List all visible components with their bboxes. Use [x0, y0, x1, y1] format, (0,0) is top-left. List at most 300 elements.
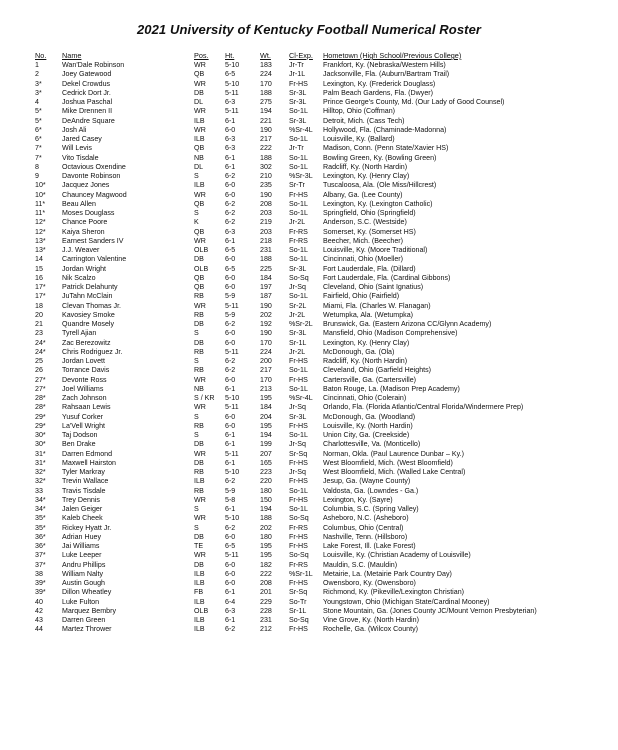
- player-weight: 208: [260, 579, 272, 587]
- player-name: Nik Scalzo: [62, 273, 96, 282]
- player-name: Rahsaan Lewis: [62, 403, 111, 412]
- player-weight: 219: [260, 218, 272, 227]
- player-height: 6-3: [225, 98, 236, 106]
- player-class-exp: So-Sq: [289, 616, 309, 624]
- player-hometown: Fort Lauderdale, Fla. (Cardinal Gibbons): [323, 273, 451, 282]
- player-height: 6-2: [225, 218, 236, 227]
- roster-number: 27*: [35, 375, 46, 384]
- player-weight: 195: [260, 542, 272, 550]
- player-position: DB: [194, 440, 204, 449]
- header-cl-exp: Cl-Exp.: [289, 51, 313, 60]
- player-name: Jared Casey: [62, 135, 102, 143]
- player-hometown: Lexington, Ky. (Sayre): [323, 495, 393, 504]
- player-name: Kavosiey Smoke: [62, 310, 115, 319]
- roster-number: 34*: [35, 495, 46, 504]
- player-position: S / KR: [194, 394, 215, 402]
- player-height: 5-9: [225, 310, 236, 319]
- player-hometown: Asheboro, N.C. (Asheboro): [323, 514, 409, 523]
- player-position: DB: [194, 532, 204, 541]
- player-weight: 222: [260, 144, 272, 153]
- roster-number: 12*: [35, 227, 46, 236]
- player-weight: 229: [260, 597, 272, 606]
- table-row: [0, 61, 618, 70]
- player-hometown: Somerset, Ky. (Somerset HS): [323, 227, 416, 236]
- player-name: Moses Douglass: [62, 209, 115, 217]
- player-name: Earnest Sanders IV: [62, 236, 124, 245]
- roster-number: 12*: [35, 218, 46, 227]
- table-row: [0, 357, 618, 366]
- player-weight: 194: [260, 431, 272, 439]
- table-row: [0, 163, 618, 172]
- roster-number: 35*: [35, 523, 46, 532]
- player-name: Vito Tisdale: [62, 153, 99, 162]
- player-position: S: [194, 329, 199, 338]
- table-row: [0, 403, 618, 412]
- player-hometown: Lexington, Ky. (Lexington Catholic): [323, 199, 433, 208]
- player-weight: 170: [260, 79, 272, 88]
- player-weight: 275: [260, 98, 272, 106]
- header-no: No.: [35, 51, 47, 60]
- roster-number: 13*: [35, 236, 46, 245]
- player-height: 6-1: [225, 116, 236, 125]
- player-height: 6-4: [225, 597, 236, 606]
- player-class-exp: So-1L: [289, 246, 308, 254]
- roster-number: 10*: [35, 190, 46, 199]
- table-row: [0, 255, 618, 264]
- table-row: [0, 339, 618, 348]
- player-class-exp: %Sr-2L: [289, 320, 313, 328]
- table-row: [0, 246, 618, 255]
- player-name: Joey Gatewood: [62, 70, 112, 79]
- player-position: ILB: [194, 625, 205, 634]
- player-class-exp: Fr-RS: [289, 236, 308, 245]
- player-height: 5-11: [225, 449, 239, 458]
- player-weight: 192: [260, 320, 272, 328]
- player-height: 6-0: [225, 283, 236, 291]
- player-weight: 195: [260, 421, 272, 430]
- player-hometown: Cleveland, Ohio (Saint Ignatius): [323, 283, 424, 291]
- player-position: S: [194, 523, 199, 532]
- player-height: 6-0: [225, 181, 236, 190]
- table-row: [0, 459, 618, 468]
- player-hometown: Owensboro, Ky. (Owensboro): [323, 579, 416, 587]
- player-weight: 180: [260, 486, 272, 495]
- table-row: [0, 265, 618, 274]
- player-class-exp: Fr-HS: [289, 421, 308, 430]
- player-weight: 190: [260, 329, 272, 338]
- roster-number: 44: [35, 625, 43, 634]
- player-class-exp: Sr-1L: [289, 606, 307, 615]
- player-height: 6-0: [225, 532, 236, 541]
- player-height: 6-2: [225, 625, 236, 634]
- roster-number: 6*: [35, 125, 42, 134]
- player-hometown: Jacksonville, Fla. (Auburn/Bartram Trail): [323, 70, 450, 79]
- roster-table: [0, 61, 618, 635]
- player-name: Martez Thrower: [62, 625, 112, 634]
- player-hometown: West Bloomfield, Mich. (Walled Lake Central): [323, 468, 466, 476]
- player-class-exp: So-1L: [289, 135, 308, 143]
- player-position: ILB: [194, 135, 205, 143]
- player-position: OLB: [194, 606, 209, 615]
- player-height: 6-0: [225, 190, 236, 199]
- page-title: 2021 University of Kentucky Football Numerical Roster: [136, 22, 482, 37]
- player-weight: 208: [260, 199, 272, 208]
- roster-number: 13*: [35, 246, 46, 254]
- player-hometown: Louisville, Ky. (Ballard): [323, 135, 395, 143]
- player-height: 6-2: [225, 366, 236, 375]
- player-name: Travis Tisdale: [62, 486, 106, 495]
- player-height: 6-2: [225, 172, 236, 180]
- player-hometown: Columbia, S.C. (Spring Valley): [323, 505, 419, 513]
- roster-number: 29*: [35, 421, 46, 430]
- player-name: Jalen Geiger: [62, 505, 103, 513]
- player-weight: 197: [260, 283, 272, 291]
- table-row: [0, 80, 618, 89]
- table-row: [0, 422, 618, 431]
- player-name: Patrick Delahunty: [62, 283, 118, 291]
- player-weight: 302: [260, 162, 272, 171]
- player-weight: 150: [260, 495, 272, 504]
- player-weight: 203: [260, 209, 272, 217]
- player-position: QB: [194, 70, 205, 79]
- table-row: [0, 302, 618, 311]
- table-row: [0, 209, 618, 218]
- player-position: OLB: [194, 246, 209, 254]
- roster-number: 16: [35, 273, 43, 282]
- player-position: QB: [194, 199, 205, 208]
- table-row: [0, 570, 618, 579]
- player-weight: 194: [260, 505, 272, 513]
- player-hometown: Radcliff, Ky. (North Hardin): [323, 162, 408, 171]
- player-height: 6-3: [225, 144, 236, 153]
- player-hometown: Mauldin, S.C. (Mauldin): [323, 560, 398, 569]
- player-weight: 212: [260, 625, 272, 634]
- roster-number: 37*: [35, 551, 46, 560]
- player-hometown: Cincinnati, Ohio (Colerain): [323, 394, 407, 402]
- player-name: William Nalty: [62, 569, 103, 578]
- player-name: Luke Fulton: [62, 597, 100, 606]
- player-position: QB: [194, 227, 205, 236]
- player-weight: 222: [260, 569, 272, 578]
- table-row: [0, 283, 618, 292]
- player-class-exp: Fr-HS: [289, 477, 308, 486]
- player-position: S: [194, 209, 199, 217]
- player-hometown: Youngstown, Ohio (Michigan State/Cardinal Mooney): [323, 597, 490, 606]
- table-row: [0, 579, 618, 588]
- player-class-exp: Sr-3L: [289, 412, 307, 421]
- player-position: ILB: [194, 597, 205, 606]
- player-height: 6-1: [225, 153, 236, 162]
- table-row: [0, 228, 618, 237]
- player-height: 6-0: [225, 375, 236, 384]
- player-name: Andru Phillips: [62, 560, 106, 569]
- player-position: TE: [194, 542, 204, 550]
- player-hometown: Orlando, Fla. (Florida Atlantic/Central Florida/Windermere Prep): [323, 403, 524, 412]
- player-class-exp: %Sr-4L: [289, 125, 313, 134]
- player-class-exp: Sr-2L: [289, 301, 307, 310]
- player-height: 5-11: [225, 107, 239, 116]
- player-height: 6-2: [225, 209, 236, 217]
- roster-number: 11*: [35, 209, 46, 217]
- player-position: S: [194, 505, 199, 513]
- roster-number: 20: [35, 310, 43, 319]
- player-class-exp: %Sr-3L: [289, 172, 313, 180]
- player-class-exp: Sr-3L: [289, 98, 307, 106]
- player-weight: 184: [260, 403, 272, 412]
- player-weight: 221: [260, 116, 272, 125]
- table-row: [0, 89, 618, 98]
- player-weight: 190: [260, 190, 272, 199]
- table-row: [0, 126, 618, 135]
- table-row: [0, 394, 618, 403]
- player-hometown: Beecher, Mich. (Beecher): [323, 236, 404, 245]
- roster-number: 25: [35, 357, 43, 365]
- player-weight: 190: [260, 125, 272, 134]
- roster-number: 2: [35, 70, 39, 79]
- player-hometown: Prince George's County, Md. (Our Lady of Good Counsel): [323, 98, 505, 106]
- table-row: [0, 505, 618, 514]
- table-row: [0, 625, 618, 634]
- player-hometown: Detroit, Mich. (Cass Tech): [323, 116, 405, 125]
- roster-number: 31*: [35, 458, 46, 467]
- header-hometown: Hometown (High School/Previous College): [323, 51, 462, 60]
- player-class-exp: Sr-3L: [289, 116, 307, 125]
- player-position: K: [194, 218, 199, 227]
- player-hometown: Louisville, Ky. (Christian Academy of Louisville): [323, 551, 471, 560]
- player-hometown: Richmond, Ky. (Pikeville/Lexington Christian): [323, 588, 465, 597]
- player-hometown: Tuscaloosa, Ala. (Ole Miss/Hillcrest): [323, 181, 437, 190]
- player-name: Wan'Dale Robinson: [62, 61, 125, 69]
- player-class-exp: Fr-HS: [289, 79, 308, 88]
- player-class-exp: Jr-Tr: [289, 144, 304, 153]
- player-height: 6-1: [225, 440, 236, 449]
- table-row: [0, 376, 618, 385]
- player-height: 6-0: [225, 560, 236, 569]
- table-row: [0, 533, 618, 542]
- player-class-exp: So-Tr: [289, 597, 307, 606]
- roster-number: 3*: [35, 88, 42, 97]
- player-height: 5-8: [225, 495, 236, 504]
- player-class-exp: So-1L: [289, 162, 308, 171]
- roster-number: 36*: [35, 542, 46, 550]
- player-class-exp: Fr-HS: [289, 532, 308, 541]
- player-name: Jai Williams: [62, 542, 100, 550]
- roster-number: 24*: [35, 338, 46, 347]
- roster-number: 33: [35, 486, 43, 495]
- player-weight: 184: [260, 273, 272, 282]
- player-name: Marquez Bembry: [62, 606, 117, 615]
- player-class-exp: Fr-HS: [289, 542, 308, 550]
- player-hometown: Palm Beach Gardens, Fla. (Dwyer): [323, 88, 433, 97]
- player-position: WR: [194, 514, 206, 523]
- player-name: Jordan Lovett: [62, 357, 105, 365]
- player-height: 6-0: [225, 579, 236, 587]
- player-name: Maxwell Hairston: [62, 458, 117, 467]
- player-class-exp: Jr-1L: [289, 70, 306, 79]
- table-row: [0, 588, 618, 597]
- player-weight: 199: [260, 440, 272, 449]
- player-position: QB: [194, 283, 205, 291]
- player-height: 5-11: [225, 347, 239, 356]
- player-height: 6-0: [225, 338, 236, 347]
- player-weight: 188: [260, 514, 272, 523]
- player-name: Carrington Valentine: [62, 255, 127, 264]
- player-name: Torrance Davis: [62, 366, 110, 375]
- player-hometown: Norman, Okla. (Paul Laurence Dunbar – Ky.): [323, 449, 465, 458]
- player-name: Taj Dodson: [62, 431, 98, 439]
- player-hometown: Hilltop, Ohio (Coffman): [323, 107, 396, 116]
- player-hometown: Lake Forest, Ill. (Lake Forest): [323, 542, 416, 550]
- player-weight: 203: [260, 227, 272, 236]
- player-height: 6-2: [225, 523, 236, 532]
- roster-number: 35*: [35, 514, 46, 523]
- player-height: 6-5: [225, 246, 236, 254]
- player-name: Darren Green: [62, 616, 106, 624]
- player-hometown: Cincinnati, Ohio (Moeller): [323, 255, 404, 264]
- roster-number: 39*: [35, 579, 46, 587]
- player-weight: 228: [260, 606, 272, 615]
- player-position: DB: [194, 338, 204, 347]
- table-row: [0, 237, 618, 246]
- player-position: NB: [194, 384, 204, 393]
- roster-number: 23: [35, 329, 43, 338]
- player-position: WR: [194, 551, 206, 560]
- player-weight: 170: [260, 375, 272, 384]
- table-row: [0, 607, 618, 616]
- player-weight: 183: [260, 61, 272, 69]
- roster-number: 7*: [35, 153, 42, 162]
- player-hometown: Vine Grove, Ky. (North Hardin): [323, 616, 419, 624]
- player-height: 6-1: [225, 458, 236, 467]
- player-class-exp: So-1L: [289, 199, 308, 208]
- player-height: 6-5: [225, 542, 236, 550]
- player-hometown: Fairfield, Ohio (Fairfield): [323, 292, 400, 301]
- table-row: [0, 191, 618, 200]
- player-position: RB: [194, 366, 204, 375]
- player-name: Dekel Crowdus: [62, 79, 111, 88]
- player-name: Trevin Wallace: [62, 477, 109, 486]
- player-class-exp: So-1L: [289, 107, 308, 116]
- player-position: OLB: [194, 264, 209, 273]
- roster-number: 32*: [35, 468, 46, 476]
- player-name: Ben Drake: [62, 440, 96, 449]
- player-name: Austin Gough: [62, 579, 105, 587]
- roster-number: 43: [35, 616, 43, 624]
- player-weight: 235: [260, 181, 272, 190]
- player-class-exp: So-1L: [289, 431, 308, 439]
- player-name: Kaiya Sheron: [62, 227, 105, 236]
- player-hometown: Madison, Conn. (Penn State/Xavier HS): [323, 144, 449, 153]
- player-height: 6-2: [225, 320, 236, 328]
- player-weight: 194: [260, 107, 272, 116]
- player-weight: 202: [260, 523, 272, 532]
- player-hometown: Stone Mountain, Ga. (Jones County JC/Mount Vernon Presbyterian): [323, 606, 537, 615]
- player-position: WR: [194, 403, 206, 412]
- player-name: DeAndre Square: [62, 116, 115, 125]
- player-class-exp: So-Sq: [289, 551, 309, 560]
- player-class-exp: Jr-Sq: [289, 283, 306, 291]
- player-weight: 200: [260, 357, 272, 365]
- player-position: S: [194, 431, 199, 439]
- roster-number: 30*: [35, 431, 46, 439]
- roster-number: 18: [35, 301, 43, 310]
- player-name: J.J. Weaver: [62, 246, 100, 254]
- player-name: Jordan Wright: [62, 264, 107, 273]
- player-class-exp: Fr-HS: [289, 458, 308, 467]
- player-weight: 201: [260, 588, 272, 597]
- table-row: [0, 440, 618, 449]
- roster-number: 11*: [35, 199, 46, 208]
- player-class-exp: So-1L: [289, 366, 308, 375]
- player-position: WR: [194, 190, 206, 199]
- player-weight: 195: [260, 551, 272, 560]
- player-height: 5-9: [225, 292, 236, 301]
- player-name: Chris Rodriguez Jr.: [62, 347, 123, 356]
- player-hometown: Hollywood, Fla. (Chaminade-Madonna): [323, 125, 447, 134]
- player-position: QB: [194, 144, 205, 153]
- player-position: DB: [194, 458, 204, 467]
- table-row: [0, 329, 618, 338]
- player-weight: 170: [260, 338, 272, 347]
- table-row: [0, 551, 618, 560]
- player-class-exp: %Sr-1L: [289, 569, 313, 578]
- player-position: WR: [194, 495, 206, 504]
- player-position: S: [194, 412, 199, 421]
- table-row: [0, 181, 618, 190]
- player-hometown: Fort Lauderdale, Fla. (Dillard): [323, 264, 416, 273]
- table-row: [0, 561, 618, 570]
- player-height: 6-0: [225, 125, 236, 134]
- player-height: 6-1: [225, 431, 236, 439]
- table-row: [0, 70, 618, 79]
- player-name: Cedrick Dort Jr.: [62, 88, 111, 97]
- player-class-exp: So-1L: [289, 384, 308, 393]
- player-position: ILB: [194, 569, 205, 578]
- table-row: [0, 616, 618, 625]
- player-class-exp: So-1L: [289, 255, 308, 264]
- table-row: [0, 98, 618, 107]
- table-row: [0, 477, 618, 486]
- player-weight: 210: [260, 172, 272, 180]
- table-row: [0, 385, 618, 394]
- player-height: 6-3: [225, 606, 236, 615]
- player-name: Josh Ali: [62, 125, 87, 134]
- player-weight: 204: [260, 412, 272, 421]
- player-name: Yusuf Corker: [62, 412, 104, 421]
- player-name: Chance Poore: [62, 218, 108, 227]
- player-weight: 224: [260, 70, 272, 79]
- roster-number: 15: [35, 264, 43, 273]
- roster-number: 42: [35, 606, 43, 615]
- player-weight: 231: [260, 246, 272, 254]
- header-ht: Ht.: [225, 51, 235, 60]
- table-row: [0, 348, 618, 357]
- table-row: [0, 107, 618, 116]
- roster-number: 36*: [35, 532, 46, 541]
- player-position: WR: [194, 61, 206, 69]
- player-weight: 213: [260, 384, 272, 393]
- header-wt: Wt.: [260, 51, 271, 60]
- header-name: Name: [62, 51, 82, 60]
- player-name: Tyler Markray: [62, 468, 105, 476]
- player-hometown: Frankfort, Ky. (Nebraska/Western Hills): [323, 61, 446, 69]
- roster-number: 29*: [35, 412, 46, 421]
- player-name: La'Vell Wright: [62, 421, 106, 430]
- table-row: [0, 200, 618, 209]
- player-class-exp: Fr-HS: [289, 375, 308, 384]
- player-height: 5-11: [225, 301, 239, 310]
- player-name: Zach Johnson: [62, 394, 107, 402]
